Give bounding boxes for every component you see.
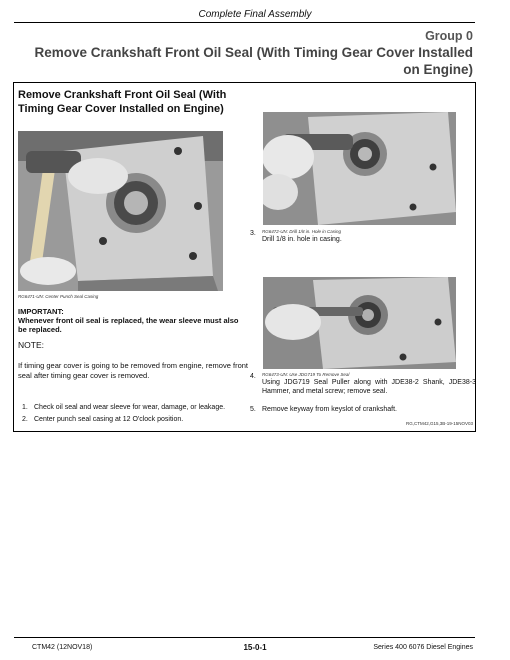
step-number: 2.: [22, 416, 28, 423]
step-5: [250, 405, 476, 417]
figure-drill-hole: [263, 112, 456, 225]
step-3: [250, 229, 476, 259]
header-divider: [14, 22, 475, 23]
step-text: Remove keyway from keyslot of crankshaft.: [262, 406, 397, 413]
note-text: If timing gear cover is going to be removed from engine, remove front seal after timing gear cover is removed.: [18, 361, 248, 380]
step-number: 4.: [250, 373, 256, 380]
drill-hole-illustration: [263, 112, 456, 225]
step-text: Check oil seal and wear sleeve for wear, damage, or leakage.: [34, 404, 226, 411]
page-title: Remove Crankshaft Front Oil Seal (With Timing Gear Cover Installed on Engine): [34, 45, 473, 77]
center-punch-illustration: [18, 131, 223, 291]
remove-seal-illustration: [263, 277, 456, 369]
section-header: Complete Final Assembly: [198, 9, 312, 20]
figure-center-punch: [18, 131, 223, 291]
figure-caption: RG6471-UN: Center Punch Seal Casing: [18, 294, 99, 299]
procedure-title: Remove Crankshaft Front Oil Seal (With Timing Gear Cover Installed on Engine): [18, 89, 227, 115]
figure-caption: RG6472-UN: Drill 1/8 in. Hole in Casing: [262, 229, 342, 234]
step-number: 3.: [250, 230, 256, 237]
figure-remove-seal: [263, 277, 456, 369]
important-label: IMPORTANT:: [18, 307, 64, 316]
footer-divider: [14, 637, 475, 638]
step-2: [22, 415, 252, 425]
step-1: [22, 403, 252, 413]
step-text: Drill 1/8 in. hole in casing.: [262, 236, 342, 243]
note-label: NOTE:: [18, 340, 44, 350]
doc-id: CTM42 (12NOV18): [32, 644, 93, 651]
step-number: 1.: [22, 404, 28, 411]
figure-caption: RG6473-UN: Use JDG719 To Remove Seal: [262, 372, 350, 377]
step-4: [250, 372, 476, 402]
step-text: Center punch seal casing at 12 O'clock position.: [34, 416, 184, 423]
series-label: Series 400 6076 Diesel Engines: [373, 644, 473, 651]
step-text: Using JDG719 Seal Puller along with JDE38-2 Shank, JDE38-3 Hammer, and metal screw; remove seal.: [262, 379, 476, 395]
page-number: 15-0-1: [243, 643, 267, 652]
group-label: Group 0: [425, 29, 473, 43]
step-number: 5.: [250, 406, 256, 413]
important-text: Whenever front oil seal is replaced, the wear sleeve must also be replaced.: [18, 316, 239, 334]
reference-code: RG,CTM42,G15,3B-19-15NOV03: [405, 421, 473, 426]
